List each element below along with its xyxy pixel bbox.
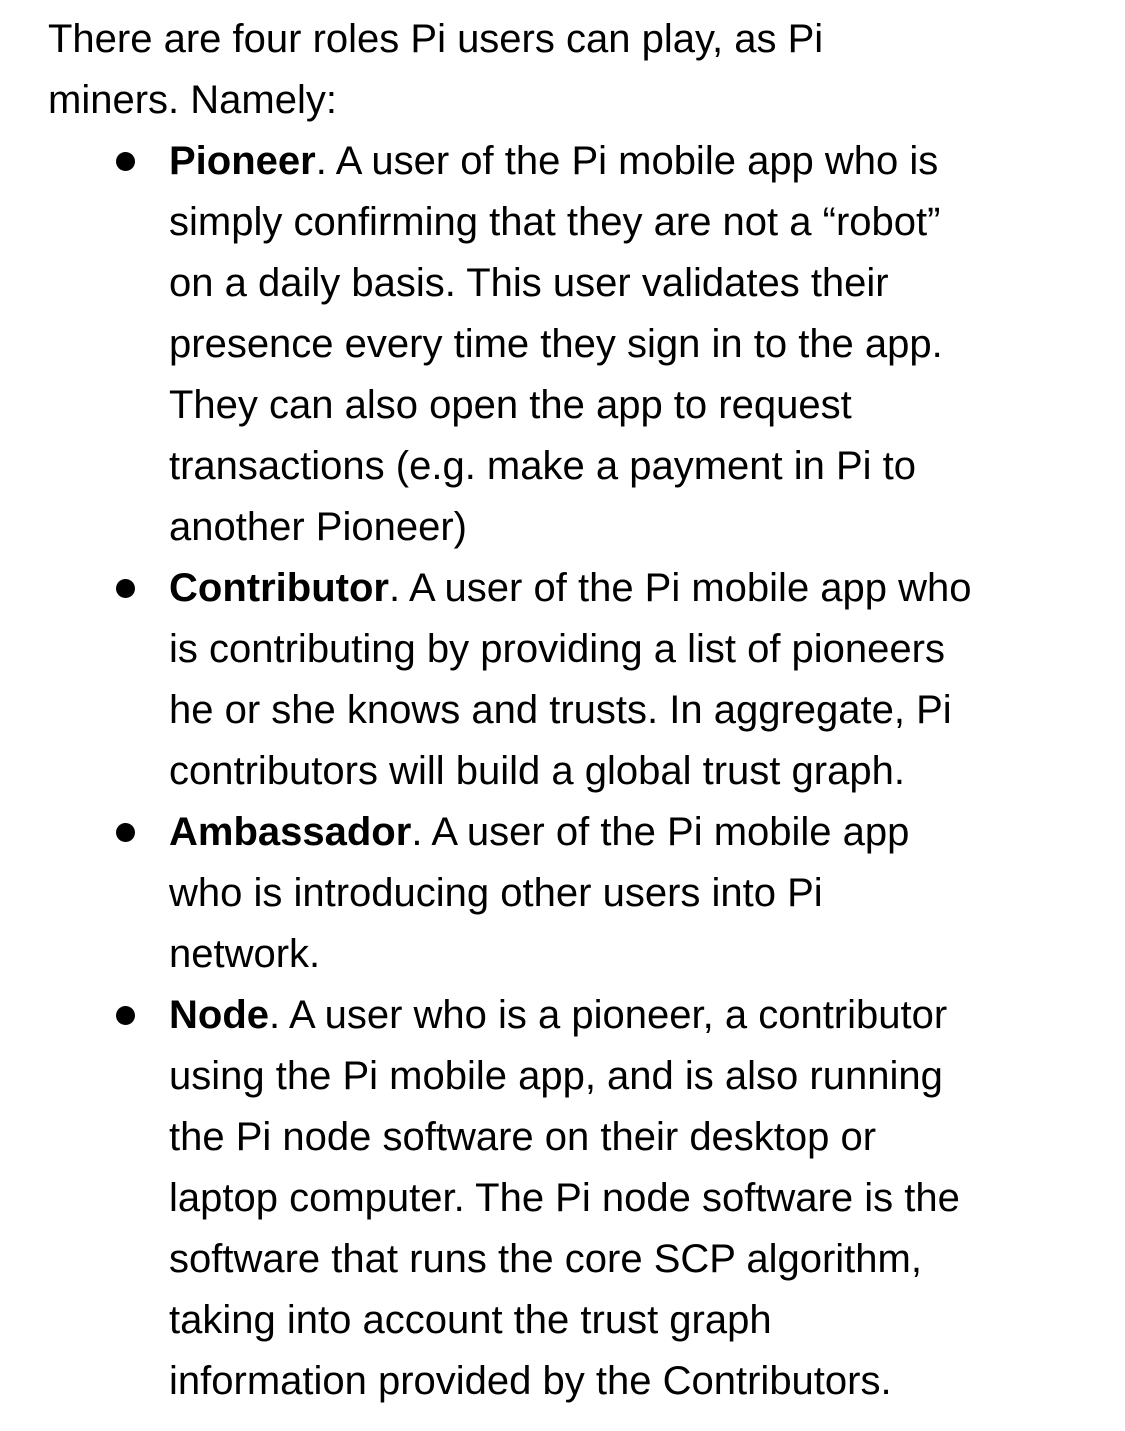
- role-description-line: laptop computer. The Pi node software is the: [169, 1176, 960, 1220]
- role-description-line: is contributing by providing a list of pioneers: [169, 627, 945, 671]
- role-description-line: presence every time they sign in to the app.: [169, 322, 943, 366]
- roles-list: [0, 131, 1125, 1412]
- role-description: . A user of the Pi mobile app who: [388, 566, 972, 610]
- role-description-line: who is introducing other users into Pi: [169, 871, 823, 915]
- role-item-node: [0, 985, 1125, 1412]
- role-description-line: using the Pi mobile app, and is also running: [169, 1054, 943, 1098]
- role-term: Pioneer: [169, 139, 316, 183]
- role-description-line: taking into account the trust graph: [169, 1298, 772, 1342]
- role-description-line: another Pioneer): [169, 505, 467, 549]
- role-description-line: They can also open the app to request: [169, 383, 852, 427]
- role-description-line: network.: [169, 932, 321, 976]
- role-description-line: simply confirming that they are not a “robot”: [169, 200, 941, 244]
- role-description-line: he or she knows and trusts. In aggregate, Pi: [169, 688, 952, 732]
- role-description-line: transactions (e.g. make a payment in Pi to: [169, 444, 917, 488]
- role-description-line: contributors will build a global trust graph.: [169, 749, 905, 793]
- intro-line: There are four roles Pi users can play, as Pi: [48, 17, 824, 61]
- document: [0, 9, 1125, 1412]
- bullet-icon: [116, 579, 135, 598]
- bullet-icon: [116, 1006, 135, 1025]
- role-description: . A user of the Pi mobile app: [411, 810, 910, 854]
- role-description-line: the Pi node software on their desktop or: [169, 1115, 877, 1159]
- role-description: . A user of the Pi mobile app who is: [315, 139, 939, 183]
- role-item-pioneer: [0, 131, 1125, 558]
- role-term: Node: [169, 993, 269, 1037]
- intro-paragraph: [0, 9, 1125, 131]
- role-item-ambassador: [0, 802, 1125, 985]
- bullet-icon: [116, 823, 135, 842]
- role-item-contributor: [0, 558, 1125, 802]
- role-description-line: software that runs the core SCP algorithm,: [169, 1237, 922, 1281]
- role-term: Ambassador: [169, 810, 412, 854]
- role-term: Contributor: [169, 566, 389, 610]
- role-description-line: information provided by the Contributors.: [169, 1359, 892, 1403]
- role-description-line: on a daily basis. This user validates their: [169, 261, 889, 305]
- intro-line: miners. Namely:: [48, 78, 337, 122]
- bullet-icon: [116, 152, 135, 171]
- role-description: . A user who is a pioneer, a contributor: [269, 993, 948, 1037]
